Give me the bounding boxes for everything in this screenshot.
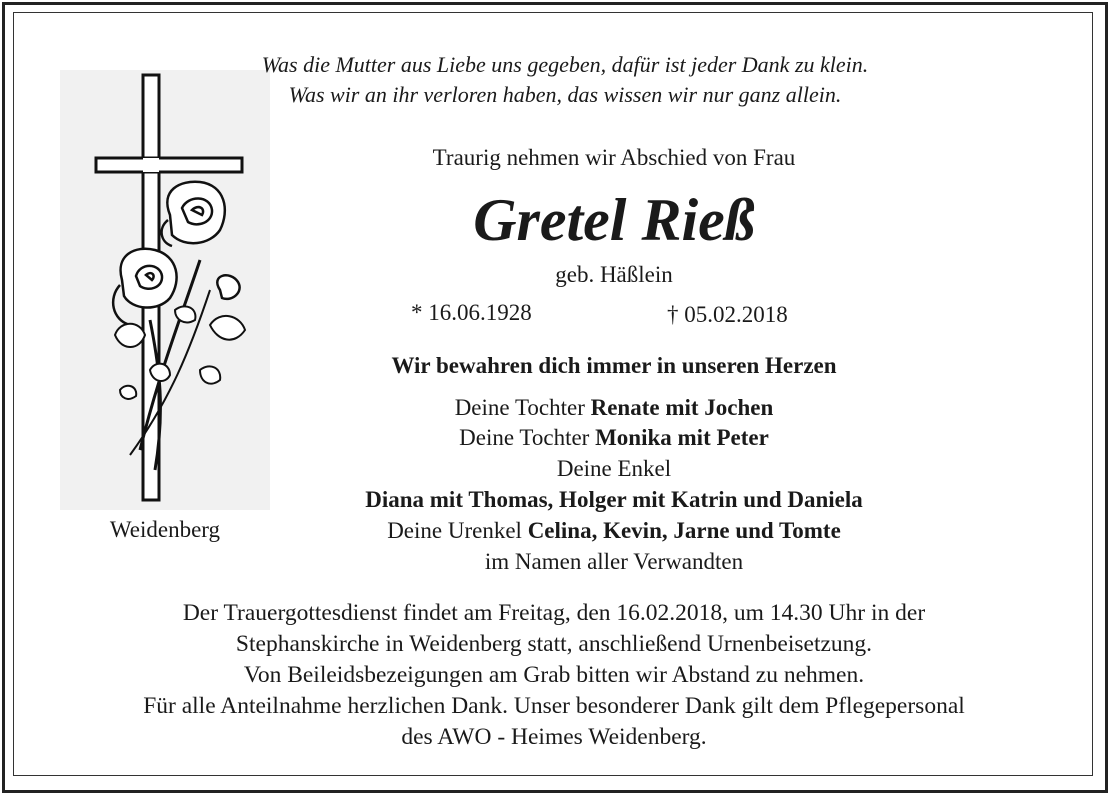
death-date: † 05.02.2018 bbox=[667, 302, 788, 327]
family-daughter-1 bbox=[60, 395, 1108, 421]
greatgrandchildren-names: Celina, Kevin, Jarne und Tomte bbox=[527, 518, 841, 543]
daughter-1-names: Renate mit Jochen bbox=[590, 395, 774, 420]
motto: Wir bewahren dich immer in unseren Herzen bbox=[391, 353, 837, 378]
deceased-name: Gretel Rieß bbox=[473, 187, 755, 253]
daughter-2-names: Monika mit Peter bbox=[595, 425, 769, 450]
place-name: Weidenberg bbox=[109, 517, 221, 542]
quote-line-1: Was die Mutter aus Liebe uns gegeben, dafür ist jeder Dank zu klein. bbox=[261, 52, 869, 77]
greatgrandchildren-prefix: Deine Urenkel bbox=[387, 518, 522, 543]
service-line-4: Für alle Anteilnahme herzlichen Dank. Unser besonderer Dank gilt dem Pflegepersonal bbox=[143, 693, 965, 719]
family-daughter-2 bbox=[60, 425, 1108, 451]
service-line-5: des AWO - Heimes Weidenberg. bbox=[401, 724, 707, 750]
quote-line-2: Was wir an ihr verloren haben, das wissen wir nur ganz allein. bbox=[288, 82, 842, 107]
grandchildren-label: Deine Enkel bbox=[556, 456, 672, 481]
service-line-3: Von Beileidsbezeigungen am Grab bitten wir Abstand zu nehmen. bbox=[243, 662, 865, 688]
maiden-name: geb. Häßlein bbox=[555, 262, 673, 287]
intro-text: Traurig nehmen wir Abschied von Frau bbox=[432, 145, 796, 170]
birth-date: * 16.06.1928 bbox=[411, 300, 532, 325]
grandchildren-names-text: Diana mit Thomas, Holger mit Katrin und Daniela bbox=[365, 487, 863, 512]
relatives-line: im Namen aller Verwandten bbox=[484, 549, 744, 574]
grandchildren-names bbox=[60, 487, 1108, 513]
daughter-1-prefix: Deine Tochter bbox=[454, 395, 585, 420]
family-greatgrandchildren bbox=[60, 518, 1108, 544]
service-line-2: Stephanskirche in Weidenberg statt, anschließend Urnenbeisetzung. bbox=[235, 631, 873, 657]
service-line-1: Der Trauergottesdienst findet am Freitag, den 16.02.2018, um 14.30 Uhr in der bbox=[182, 600, 926, 626]
daughter-2-prefix: Deine Tochter bbox=[459, 425, 590, 450]
